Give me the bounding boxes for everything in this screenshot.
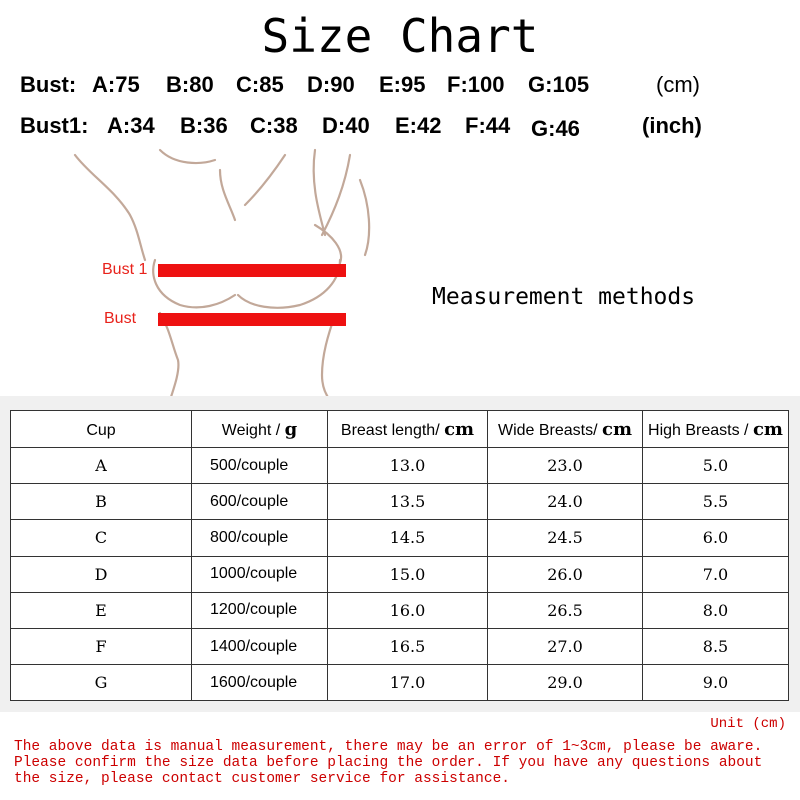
cell-wide-breasts: 27.0 — [488, 628, 643, 664]
cell-breast-length: 17.0 — [328, 665, 488, 701]
table-row — [11, 484, 789, 520]
cell-high-breasts: 5.0 — [643, 448, 789, 484]
measurement-methods-label: Measurement methods — [432, 284, 696, 310]
header-wide-breasts: Wide Breasts/ cm — [488, 411, 643, 448]
cell-weight: 1400/couple — [192, 628, 328, 664]
bust1-row-label: Bust1: — [20, 113, 89, 138]
table-row — [11, 665, 789, 701]
bust1-size-row — [20, 113, 790, 147]
cell-weight: 1600/couple — [192, 665, 328, 701]
bust-size-c: C:85 — [236, 72, 284, 97]
unit-note: Unit (cm) — [710, 716, 786, 732]
cell-wide-breasts: 29.0 — [488, 665, 643, 701]
bust1-marker-line — [158, 264, 346, 277]
cell-weight: 600/couple — [192, 484, 328, 520]
bust1-unit: (inch) — [642, 113, 702, 138]
bust1-figure-label: Bust 1 — [102, 261, 148, 278]
cell-high-breasts: 7.0 — [643, 556, 789, 592]
bust-size-g: G:105 — [528, 72, 590, 97]
cell-wide-breasts: 26.0 — [488, 556, 643, 592]
bust1-size-e: E:42 — [395, 113, 442, 138]
size-table — [10, 410, 789, 701]
cell-wide-breasts: 23.0 — [488, 448, 643, 484]
bust1-size-b: B:36 — [180, 113, 228, 138]
header-high-breasts: High Breasts / cm — [643, 411, 789, 448]
bust1-size-d: D:40 — [322, 113, 370, 138]
bust1-size-g: G:46 — [531, 116, 580, 141]
bust-size-d: D:90 — [307, 72, 355, 97]
table-row — [11, 520, 789, 556]
table-header-row — [11, 411, 789, 448]
cell-high-breasts: 8.5 — [643, 628, 789, 664]
cell-high-breasts: 8.0 — [643, 592, 789, 628]
bust-row-label: Bust: — [20, 72, 77, 97]
table-row — [11, 628, 789, 664]
cell-breast-length: 15.0 — [328, 556, 488, 592]
cell-breast-length: 13.5 — [328, 484, 488, 520]
bust-size-b: B:80 — [166, 72, 214, 97]
cell-cup: E — [11, 592, 192, 628]
cell-breast-length: 16.5 — [328, 628, 488, 664]
cell-cup: C — [11, 520, 192, 556]
cell-high-breasts: 6.0 — [643, 520, 789, 556]
cell-high-breasts: 5.5 — [643, 484, 789, 520]
bust1-size-c: C:38 — [250, 113, 298, 138]
table-row — [11, 556, 789, 592]
bust-size-a: A:75 — [92, 72, 140, 97]
cell-weight: 1200/couple — [192, 592, 328, 628]
cell-cup: D — [11, 556, 192, 592]
bust1-size-a: A:34 — [107, 113, 155, 138]
header-cup: Cup — [11, 411, 192, 448]
cell-breast-length: 16.0 — [328, 592, 488, 628]
header-weight: Weight / g — [192, 411, 328, 448]
cell-breast-length: 14.5 — [328, 520, 488, 556]
bust-size-f: F:100 — [447, 72, 505, 97]
cell-wide-breasts: 24.0 — [488, 484, 643, 520]
bust-size-row — [20, 72, 790, 106]
table-row — [11, 448, 789, 484]
bust-unit: (cm) — [656, 72, 700, 97]
cell-weight: 500/couple — [192, 448, 328, 484]
header-breast-length: Breast length/ cm — [328, 411, 488, 448]
bust-figure-label: Bust — [104, 310, 137, 327]
cell-weight: 800/couple — [192, 520, 328, 556]
bust1-size-f: F:44 — [465, 113, 511, 138]
cell-cup: F — [11, 628, 192, 664]
page-title: Size Chart — [261, 9, 539, 63]
cell-wide-breasts: 26.5 — [488, 592, 643, 628]
cell-cup: B — [11, 484, 192, 520]
bust-marker-line — [158, 313, 346, 326]
cell-high-breasts: 9.0 — [643, 665, 789, 701]
cell-wide-breasts: 24.5 — [488, 520, 643, 556]
table-row — [11, 592, 789, 628]
cell-breast-length: 13.0 — [328, 448, 488, 484]
cell-cup: A — [11, 448, 192, 484]
measurement-notice: The above data is manual measurement, there may be an error of 1~3cm, please be aware. Please confirm the size data before placing the order. If you have any questions about the size, please contact customer service for assistance. — [14, 739, 763, 787]
cell-cup: G — [11, 665, 192, 701]
bust-size-e: E:95 — [379, 72, 426, 97]
cell-weight: 1000/couple — [192, 556, 328, 592]
